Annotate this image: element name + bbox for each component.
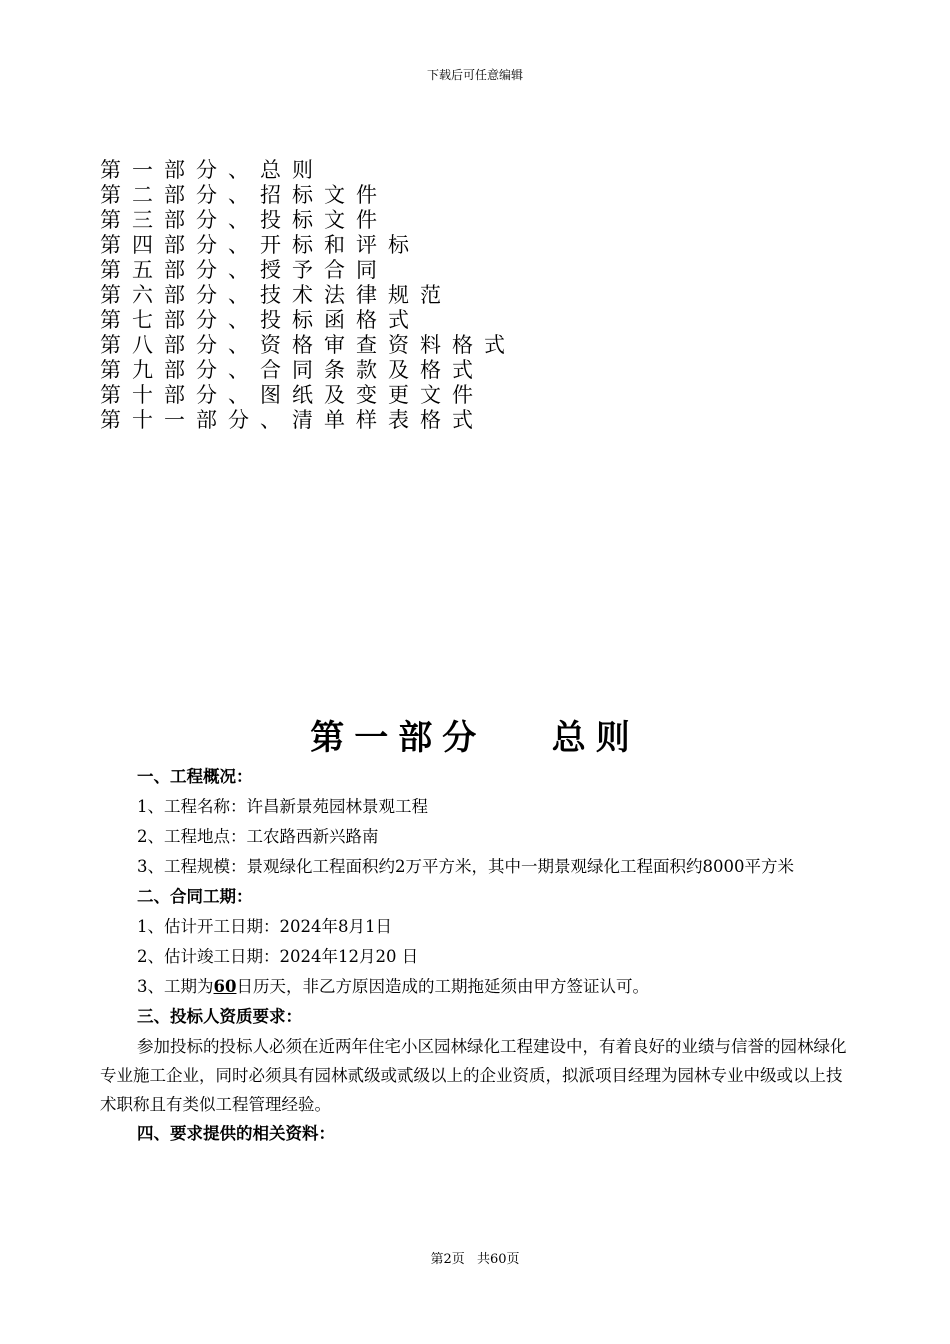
project-name: 1、工程名称：许昌新景苑园林景观工程 [137,797,428,816]
toc-item: 第二部分、招标文件 [100,183,388,207]
toc-item: 第四部分、开标和评标 [100,233,420,257]
heading-contract-period: 二、合同工期： [137,887,253,906]
section-title: 第一部分 总则 [310,718,640,758]
start-date: 1、估计开工日期：2024年8月1日 [137,917,392,936]
duration-prefix: 3、工期为 [137,977,214,996]
toc-item: 第一部分、总则 [100,158,324,182]
toc-item: 第八部分、资格审查资料格式 [100,333,516,357]
toc-item: 第十部分、图纸及变更文件 [100,383,484,407]
toc-item: 第六部分、技术法律规范 [100,283,452,307]
page-total: 共60页 [476,1252,520,1267]
toc-item: 第五部分、授予合同 [100,258,388,282]
toc-item: 第三部分、投标文件 [100,208,388,232]
page-footer [0,1248,950,1267]
toc-item: 第七部分、投标函格式 [100,308,420,332]
heading-qualification: 三、投标人资质要求： [137,1007,302,1026]
completion-date: 2、估计竣工日期：2024年12月20 日 [137,947,419,966]
heading-project-overview: 一、工程概况： [137,767,253,786]
duration-line [100,972,852,1002]
toc-item: 第十一部分、清单样表格式 [100,408,484,432]
section-body [100,762,852,1149]
toc-item: 第九部分、合同条款及格式 [100,358,484,382]
project-scale: 3、工程规模：景观绿化工程面积约2万平方米，其中一期景观绿化工程面积约8000平方米 [137,857,794,876]
page-header: 下载后可任意编辑 [426,68,523,82]
qualification-paragraph: 参加投标的投标人必须在近两年住宅小区园林绿化工程建设中，有着良好的业绩与信誉的园林绿化专业施工企业，同时必须具有园林贰级或贰级以上的企业资质，拟派项目经理为园林专业中级或以上技术职称且有类似工程管理经验。 [100,1037,847,1114]
table-of-contents [100,158,516,433]
project-location: 2、工程地点：工农路西新兴路南 [137,827,379,846]
heading-required-docs: 四、要求提供的相关资料： [137,1124,335,1143]
page-number: 第2页 [430,1252,465,1267]
duration-days: 60 [213,977,237,996]
duration-suffix: 日历天，非乙方原因造成的工期拖延须由甲方签证认可。 [236,977,649,996]
